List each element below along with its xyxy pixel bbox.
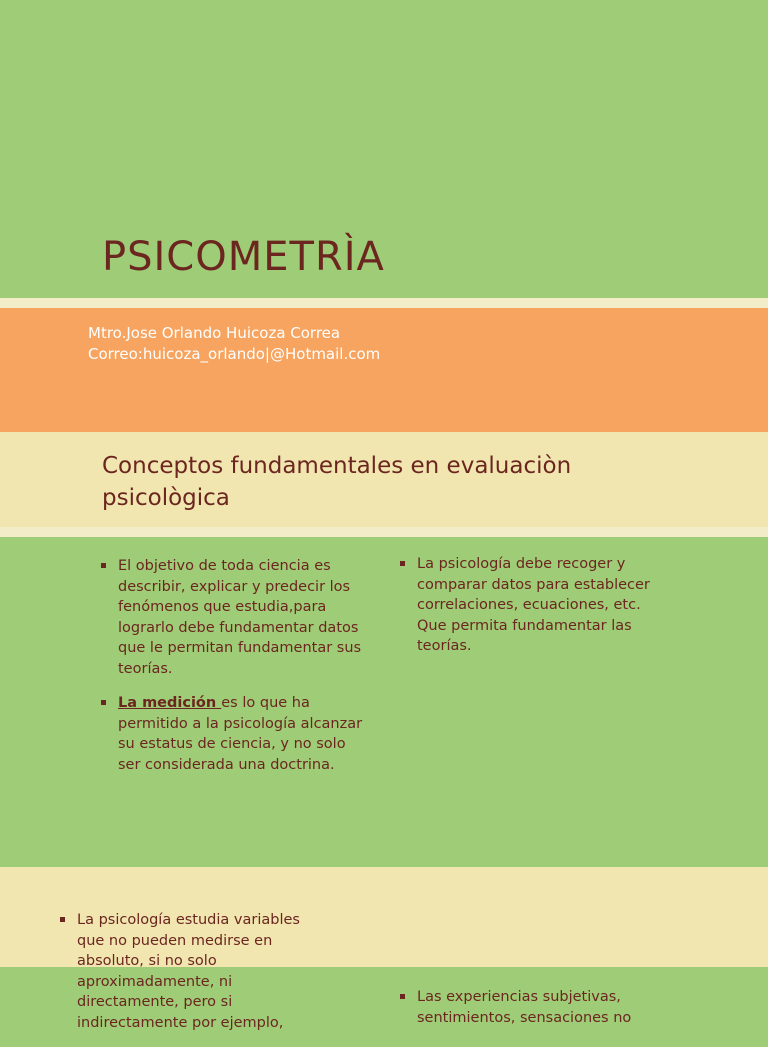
slide4-right-list (400, 987, 670, 1042)
slide3-right-list (400, 554, 660, 671)
divider (0, 527, 768, 537)
list-item: La psicología estudia variables que no pueden medirse en absoluto, si no solo aproximadamente, ni directamente, pero si indirectamente por ejemplo, (60, 910, 328, 1033)
list-item: Las experiencias subjetivas, sentimientos, sensaciones no (400, 987, 670, 1028)
section-subtitle: Conceptos fundamentales en evaluaciòn psicològica (102, 453, 572, 511)
emphasis-text: La medición (118, 695, 222, 711)
list-item (101, 693, 366, 775)
list-item: La psicología debe recoger y comparar datos para establecer correlaciones, ecuaciones, etc. Que permita fundamentar las teorías. (400, 554, 660, 657)
slide3-left-list (101, 556, 366, 789)
page-title: PSICOMETRÌA (102, 234, 385, 280)
list-item-text: es lo que ha permitido a la psicología alcanzar su estatus de ciencia, y no solo ser considerada una doctrina. (118, 695, 363, 773)
divider (0, 298, 768, 308)
slide4-left-list (60, 910, 328, 1047)
author-email: Correo:huicoza_orlando|@Hotmail.com (88, 345, 381, 363)
author-name: Mtro.Jose Orlando Huicoza Correa (88, 324, 341, 342)
author-block (88, 323, 380, 365)
list-item: El objetivo de toda ciencia es describir, explicar y predecir los fenómenos que estudia,para lograrlo debe fundamentar datos que le permitan fundamentar sus teorías. (101, 556, 366, 679)
